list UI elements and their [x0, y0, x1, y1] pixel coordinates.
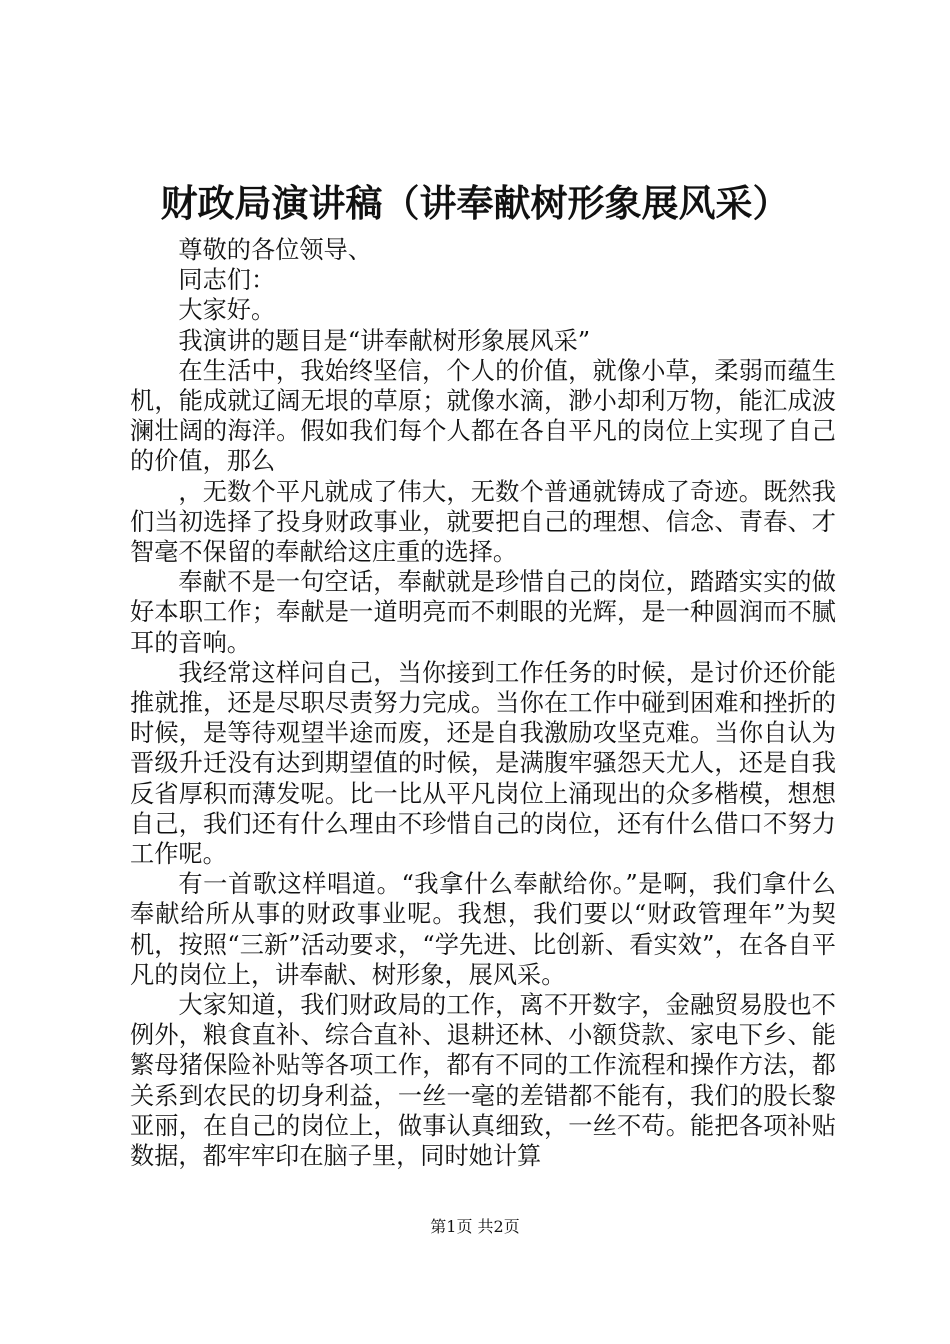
paragraph: 大家知道，我们财政局的工作，离不开数字，金融贸易股也不例外，粮食直补、综合直补、退耕还林、小额贷款、家电下乡、能繁母猪保险补贴等各项工作，都有不同的工作流程和操作方法，都关系到农民的切身利益，一丝一毫的差错都不能有，我们的股长黎亚丽，在自己的岗位上，做事认真细致，一丝不苟。能把各项补贴数据，都牢牢印在脑子里，同时她计算: [130, 991, 836, 1171]
paragraph-topic: 我演讲的题目是“讲奉献树形象展风采”: [178, 326, 591, 355]
paragraph: 我经常这样问自己，当你接到工作任务的时候，是讨价还价能推就推，还是尽职尽责努力完成。当你在工作中碰到困难和挫折的时候，是等待观望半途而废，还是自我激励攻坚克难。当你自认为晋级升迁没有达到期望值的时候，是满腹牢骚怨天尤人，还是自我反省厚积而薄发呢。比一比从平凡岗位上涌现出的众多楷模，想想自己，我们还有什么理由不珍惜自己的岗位，还有什么借口不努力工作呢。: [130, 658, 836, 869]
paragraph: 奉献不是一句空话，奉献就是珍惜自己的岗位，踏踏实实的做好本职工作；奉献是一道明亮而不刺眼的光辉，是一种圆润而不腻耳的音响。: [130, 568, 836, 657]
document-body: [130, 235, 836, 1171]
paragraph: ，无数个平凡就成了伟大，无数个普通就铸成了奇迹。既然我们当初选择了投身财政事业，就要把自己的理想、信念、青春、才智毫不保留的奉献给这庄重的选择。: [130, 477, 836, 567]
document-title: 财政局演讲稿（讲奉献树形象展风采）: [160, 181, 790, 225]
paragraph-salutation: 尊敬的各位领导、: [178, 236, 372, 264]
paragraph: 有一首歌这样唱道。“我拿什么奉献给你。”是啊，我们拿什么奉献给所从事的财政事业呢。我想，我们要以“财政管理年”为契机，按照“三新”活动要求，“学先进、比创新、看实效”，在各自平凡的岗位上，讲奉献、树形象，展风采。: [130, 870, 836, 989]
paragraph: 在生活中，我始终坚信，个人的价值，就像小草，柔弱而蕴生机，能成就辽阔无垠的草原；就像水滴，渺小却利万物，能汇成波澜壮阔的海洋。假如我们每个人都在各自平凡的岗位上实现了自己的价值，那么: [130, 356, 836, 476]
page-footer: 第1页 共2页: [430, 1217, 520, 1236]
paragraph-greeting: 大家好。: [178, 296, 276, 325]
paragraph-salutation-2: 同志们：: [178, 266, 276, 295]
